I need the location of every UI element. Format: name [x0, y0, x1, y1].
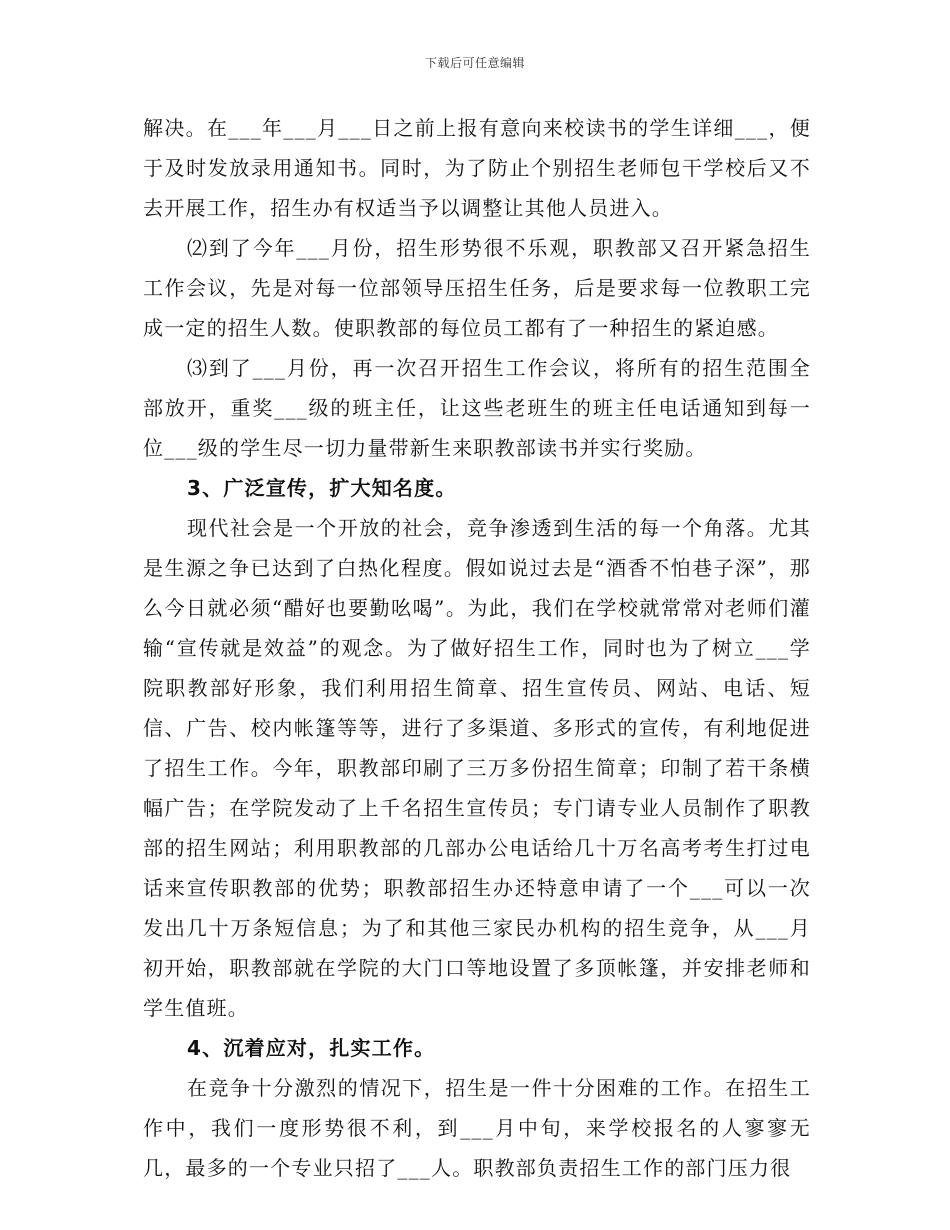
- paragraph-response: 在竞争十分激烈的情况下，招生是一件十分困难的工作。在招生工作中，我们一度形势很不利，到___月中旬，来学校报名的人寥寥无几，最多的一个专业只招了___人。职教部负责招生工作的部门压力很: [143, 1076, 811, 1180]
- section-heading-3: 3、广泛宣传，扩大知名度。: [187, 476, 457, 500]
- paragraph-publicity: 现代社会是一个开放的社会，竞争渗透到生活的每一个角落。尤其是生源之争已达到了白热化程度。假如说过去是“酒香不怕巷子深”，那么今日就必须“醋好也要勤吆喝”。为此，我们在学校就常常对老师们灌输“宣传就是效益”的观念。为了做好招生工作，同时也为了树立___学院职教部好形象，我们利用招生简章、招生宣传员、网站、电话、短信、广告、校内帐篷等等，进行了多渠道、多形式的宣传，有利地促进了招生工作。今年，职教部印刷了三万多份招生简章；印制了若干条横幅广告；在学院发动了上千名招生宣传员；专门请专业人员制作了职教部的招生网站；利用职教部的几部办公电话给几十万名高考考生打过电话来宣传职教部的优势；职教部招生办还特意申请了一个___可以一次发出几十万条短信息；为了和其他三家民办机构的招生竞争，从___月初开始，职教部就在学院的大门口等地设置了多顶帐篷，并安排老师和学生值班。: [143, 516, 811, 1020]
- page-header: 下载后可任意编辑: [424, 56, 525, 70]
- paragraph-continuation: 解决。在___年___月___日之前上报有意向来校读书的学生详细___，便于及时发放录用通知书。同时，为了防止个别招生老师包干学校后又不去开展工作，招生办有权适当予以调整让其他人员进入。: [143, 116, 811, 220]
- section-heading-4: 4、沉着应对，扎实工作。: [187, 1036, 436, 1060]
- document-body: [143, 108, 811, 1188]
- paragraph-item-2: ⑵到了今年___月份，招生形势很不乐观，职教部又召开紧急招生工作会议，先是对每一位部领导压招生任务，后是要求每一位教职工完成一定的招生人数。使职教部的每位员工都有了一种招生的紧迫感。: [143, 236, 811, 340]
- paragraph-item-3: ⑶到了___月份，再一次召开招生工作会议，将所有的招生范围全部放开，重奖___级的班主任，让这些老班生的班主任电话通知到每一位___级的学生尽一切力量带新生来职教部读书并实行奖励。: [143, 356, 811, 460]
